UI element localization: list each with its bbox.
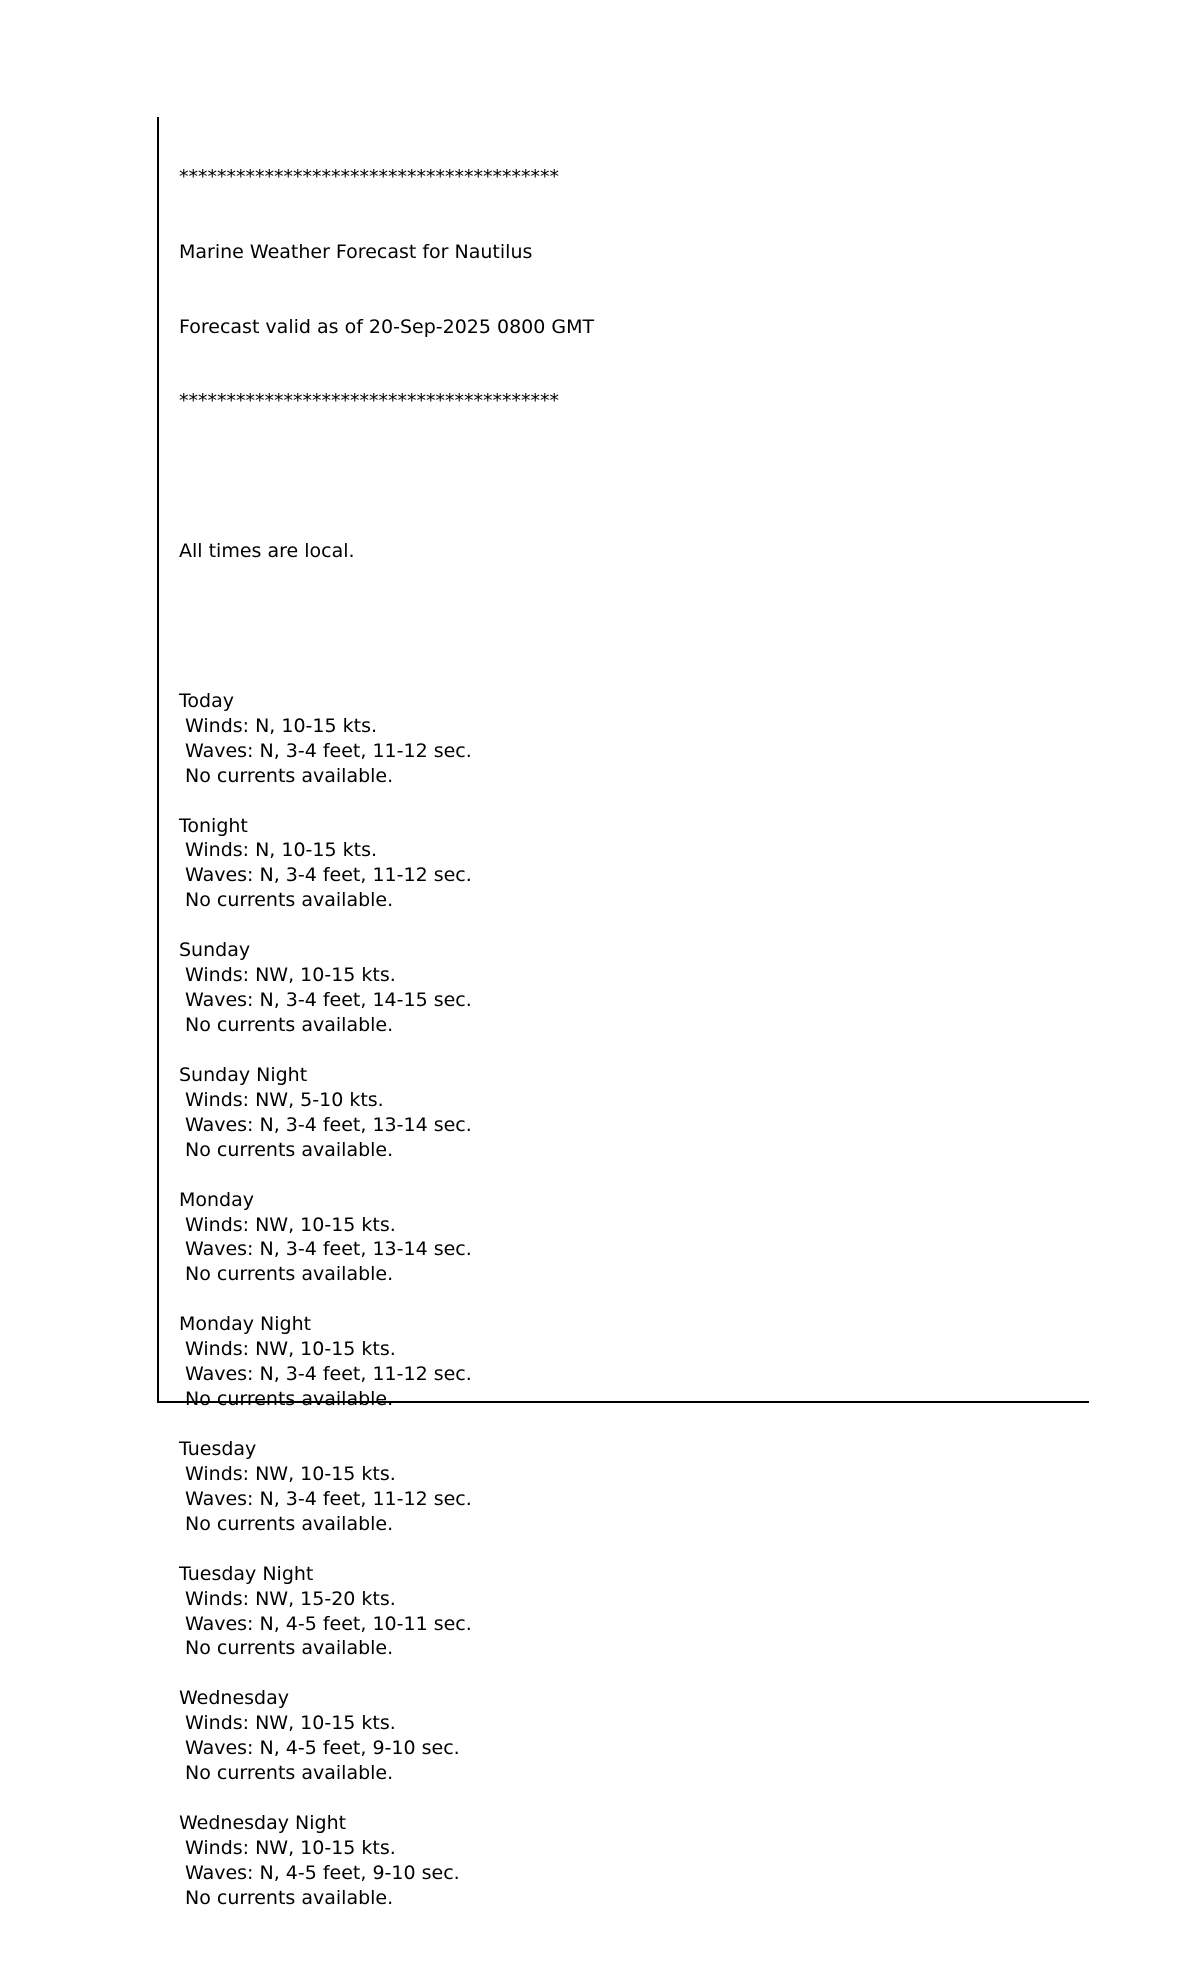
forecast-valid-line: Forecast valid as of 20-Sep-2025 0800 GMT [179,315,595,338]
document-title: Marine Weather Forecast for Nautilus [179,240,533,263]
section-currents: No currents available. [185,1512,394,1535]
section-currents: No currents available. [185,889,394,912]
forecast-section-sunday [179,938,594,1063]
blank-line [179,1786,594,1811]
forecast-section-sunday-night [179,1063,594,1188]
forecast-sections [179,689,594,1936]
section-day-label: Tuesday [179,1437,257,1460]
section-currents: No currents available. [185,1138,394,1161]
section-currents: No currents available. [185,764,394,787]
section-waves: Waves: N, 4-5 feet, 9-10 sec. [185,1737,460,1760]
section-day-label: Wednesday Night [179,1812,347,1834]
section-waves: Waves: N, 3-4 feet, 11-12 sec. [185,864,472,887]
forecast-section-monday-night [179,1312,594,1437]
section-waves: Waves: N, 4-5 feet, 9-10 sec. [185,1861,460,1884]
forecast-section-wednesday [179,1686,594,1811]
blank-line [179,913,594,938]
section-day-label: Tonight [179,814,248,837]
section-day-label: Monday [179,1188,255,1211]
section-day-label: Tuesday Night [179,1562,314,1585]
section-winds: Winds: NW, 5-10 kts. [185,1088,384,1111]
section-currents: No currents available. [185,1762,394,1785]
forecast-section-tonight [179,814,594,939]
blank-line [179,464,594,489]
forecast-section-today [179,689,594,814]
separator-line-top: **************************************** [179,165,559,188]
section-waves: Waves: N, 3-4 feet, 11-12 sec. [185,739,472,762]
section-currents: No currents available. [185,1263,394,1286]
section-currents: No currents available. [185,1637,394,1660]
times-note: All times are local. [179,540,355,563]
forecast-document [179,115,594,1961]
section-waves: Waves: N, 3-4 feet, 13-14 sec. [185,1238,472,1261]
section-waves: Waves: N, 3-4 feet, 11-12 sec. [185,1487,472,1510]
blank-line [179,1163,594,1188]
section-winds: Winds: NW, 10-15 kts. [185,964,396,987]
blank-line [179,1911,594,1936]
section-waves: Waves: N, 3-4 feet, 11-12 sec. [185,1363,472,1386]
section-day-label: Today [179,689,234,712]
section-winds: Winds: N, 10-15 kts. [185,839,378,862]
forecast-section-monday [179,1188,594,1313]
section-winds: Winds: NW, 10-15 kts. [185,1213,396,1236]
section-currents: No currents available. [185,1014,394,1036]
section-winds: Winds: NW, 10-15 kts. [185,1462,396,1485]
section-day-label: Monday Night [179,1313,312,1336]
section-waves: Waves: N, 3-4 feet, 14-15 sec. [185,989,472,1012]
section-winds: Winds: NW, 15-20 kts. [185,1587,396,1610]
blank-line [179,1537,594,1562]
blank-line [179,789,594,814]
blank-line [179,1661,594,1686]
section-day-label: Wednesday [179,1687,290,1710]
section-day-label: Sunday [179,939,251,962]
section-winds: Winds: NW, 10-15 kts. [185,1338,396,1361]
forecast-section-wednesday-night [179,1811,594,1936]
separator-line-bottom: **************************************** [179,390,559,413]
section-winds: Winds: NW, 10-15 kts. [185,1712,396,1735]
blank-line [179,1287,594,1312]
blank-line [179,614,594,639]
section-day-label: Sunday Night [179,1063,308,1086]
section-currents: No currents available. [185,1886,394,1909]
section-winds: Winds: N, 10-15 kts. [185,714,378,737]
forecast-section-tuesday [179,1437,594,1562]
blank-line [179,1038,594,1063]
section-waves: Waves: N, 3-4 feet, 13-14 sec. [185,1113,472,1136]
section-waves: Waves: N, 4-5 feet, 10-11 sec. [185,1612,472,1635]
forecast-section-tuesday-night [179,1562,594,1687]
blank-line [179,1412,594,1437]
section-winds: Winds: NW, 10-15 kts. [185,1836,396,1859]
section-currents: No currents available. [185,1388,394,1411]
